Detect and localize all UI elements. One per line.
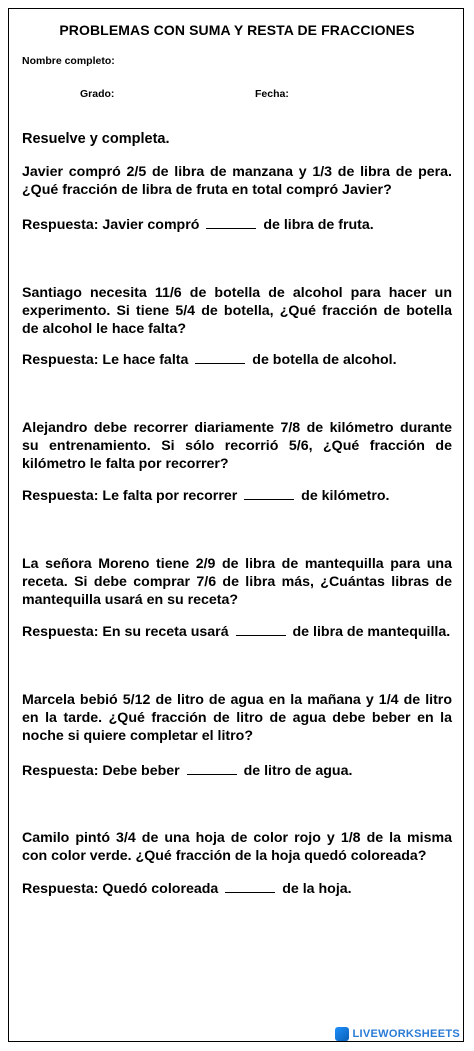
problem-1-answer: [22, 216, 452, 233]
page-title: PROBLEMAS CON SUMA Y RESTA DE FRACCIONES: [59, 22, 415, 38]
answer-5-prefix: Respuesta: Debe beber: [22, 763, 180, 779]
answer-6-suffix: de la hoja.: [282, 881, 352, 897]
problem-6-text: Camilo pintó 3/4 de una hoja de color rojo y 1/8 de la misma con color verde. ¿Qué fracción de la hoja quedó coloreada?: [22, 830, 452, 864]
answer-2-prefix: Respuesta: Le hace falta: [22, 352, 189, 368]
footer-brand: [335, 1027, 461, 1041]
instructions: Resuelve y completa.: [22, 131, 170, 147]
problem-6-answer: [22, 880, 452, 897]
brand-name: LIVEWORKSHEETS: [352, 1028, 460, 1040]
liveworksheets-logo-icon: [335, 1027, 349, 1041]
answer-5-suffix: de litro de agua.: [243, 763, 353, 779]
answer-3-prefix: Respuesta: Le falta por recorrer: [22, 488, 238, 504]
problem-3-answer: [22, 487, 452, 504]
problem-5-text: Marcela bebió 5/12 de litro de agua en la mañana y 1/4 de litro en la tarde. ¿Qué fracción de litro de agua debe beber en la noche si quiere completar el litro?: [22, 692, 452, 744]
problem-3-text: Alejandro debe recorrer diariamente 7/8 de kilómetro durante su entrenamiento. Si sólo recorrió 5/6, ¿Qué fracción de kilómetro le falta por recorrer?: [22, 420, 452, 472]
answer-6-blank[interactable]: [225, 880, 275, 893]
problem-5-answer: [22, 762, 452, 779]
answer-5-blank[interactable]: [187, 762, 237, 775]
problem-2-text: Santiago necesita 11/6 de botella de alcohol para hacer un experimento. Si tiene 5/4 de botella, ¿Qué fracción de botella de alcohol le hace falta?: [22, 285, 452, 337]
answer-4-blank[interactable]: [236, 623, 286, 636]
problem-1-text: Javier compró 2/5 de libra de manzana y 1/3 de libra de pera. ¿Qué fracción de libra de fruta en total compró Javier?: [22, 164, 452, 198]
answer-4-prefix: Respuesta: En su receta usará: [22, 624, 229, 640]
name-label: Nombre completo:: [22, 55, 115, 67]
answer-2-blank[interactable]: [195, 351, 245, 364]
answer-2-suffix: de botella de alcohol.: [252, 352, 397, 368]
problem-4-text: La señora Moreno tiene 2/9 de libra de mantequilla para una receta. Si debe comprar 7/6 de libra más, ¿Cuántas libras de mantequilla usará en su receta?: [22, 556, 452, 608]
grade-label: Grado:: [80, 88, 115, 100]
answer-6-prefix: Respuesta: Quedó coloreada: [22, 881, 219, 897]
answer-3-suffix: de kilómetro.: [301, 488, 390, 504]
answer-4-suffix: de libra de mantequilla.: [292, 624, 451, 640]
answer-1-prefix: Respuesta: Javier compró: [22, 217, 200, 233]
problem-4-answer: [22, 623, 452, 640]
answer-3-blank[interactable]: [244, 487, 294, 500]
answer-1-blank[interactable]: [206, 216, 256, 229]
problem-2-answer: [22, 351, 452, 368]
date-label: Fecha:: [255, 88, 289, 100]
answer-1-suffix: de libra de fruta.: [263, 217, 374, 233]
